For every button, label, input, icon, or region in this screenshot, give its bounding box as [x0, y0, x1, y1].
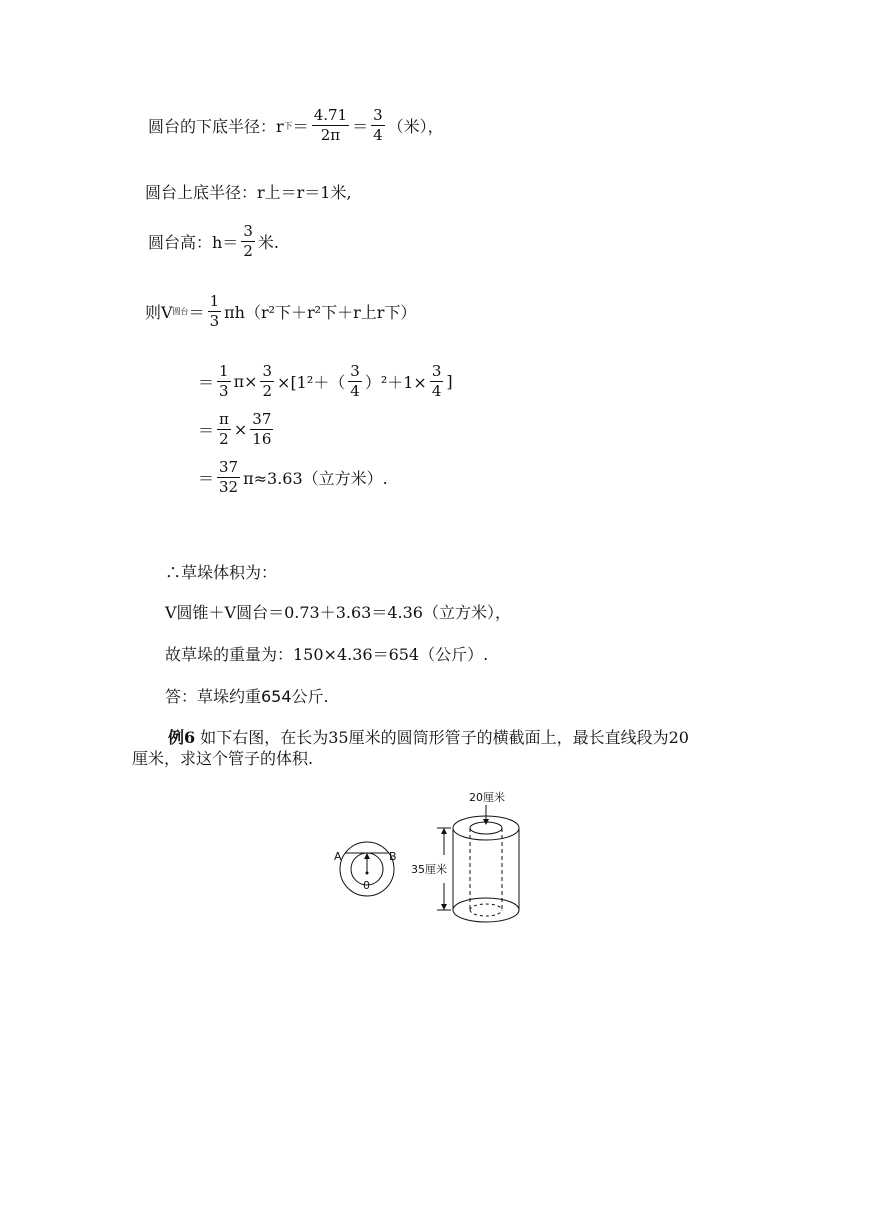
line-step-3: ＝ $\frac{37}{32}$ π≈3.63（立方米）. — [198, 458, 388, 496]
fraction-471-2pi: $\frac{4.71}{2\pi}$ — [313, 106, 348, 144]
equals: ＝ — [292, 117, 309, 136]
line-upper-radius: 圆台上底半径：r上＝r＝1米, — [145, 183, 352, 202]
fraction-37-32: $\frac{37}{32}$ — [219, 458, 239, 496]
fraction-1-3: $\frac{1}{3}$ — [209, 292, 220, 330]
line-weight: 故草垛的重量为：150×4.36＝654（公斤）. — [165, 645, 489, 664]
example-label: 例6 — [168, 728, 196, 747]
pipe-figure — [325, 785, 535, 935]
line-volume-formula: 则V 圆台 ＝ $\frac{1}{3}$ πh（r²下＋r²下＋r上r下） — [145, 292, 417, 330]
label-o: 0 — [363, 879, 370, 892]
line-volume-sum: V圆锥＋V圆台＝0.73＋3.63＝4.36（立方米）， — [165, 603, 511, 622]
example-line-2: 厘米，求这个管子的体积. — [132, 749, 314, 768]
example-line-1 — [168, 725, 689, 748]
fraction-37-16: $\frac{37}{16}$ — [252, 410, 272, 448]
label-b: B — [389, 850, 397, 863]
unit-meter: （米）， — [387, 117, 444, 136]
arrow-up — [364, 853, 370, 859]
label-35cm: 35厘米 — [411, 863, 447, 876]
line-step-1: ＝ $\frac{1}{3}$ π× $\frac{3}{2}$ ×[1²＋（ $\frac{3}{4}$ ）²＋1× $\frac{3}{4}$ ] — [198, 362, 453, 400]
fraction-3-2: $\frac{3}{2}$ — [243, 222, 253, 260]
fraction-3-4: $\frac{3}{4}$ — [373, 106, 383, 144]
line-lower-radius: 圆台的下底半径：r 下 ＝ $\frac{4.71}{2\pi}$ ＝ $\frac{3}{4}$ （米）， — [148, 106, 444, 144]
line-answer: 答：草垛约重654公斤. — [165, 687, 329, 706]
line-therefore: ∴草垛体积为： — [165, 563, 278, 582]
lower-radius-label: 圆台的下底半径：r — [148, 117, 284, 136]
label-a: A — [334, 850, 342, 863]
line-step-2: ＝ $\frac{\pi}{2}$ × $\frac{37}{16}$ — [198, 410, 272, 448]
center-point — [366, 872, 369, 875]
cross-section-diagram — [334, 842, 397, 896]
line-height: 圆台高：h＝ $\frac{3}{2}$ 米. — [148, 222, 279, 260]
subscript-lower: 下 — [283, 122, 293, 132]
example-text-1: 如下右图，在长为35厘米的圆筒形管子的横截面上，最长直线段为20 — [200, 728, 689, 747]
label-20cm: 20厘米 — [469, 791, 505, 804]
cylinder-diagram — [411, 790, 519, 922]
